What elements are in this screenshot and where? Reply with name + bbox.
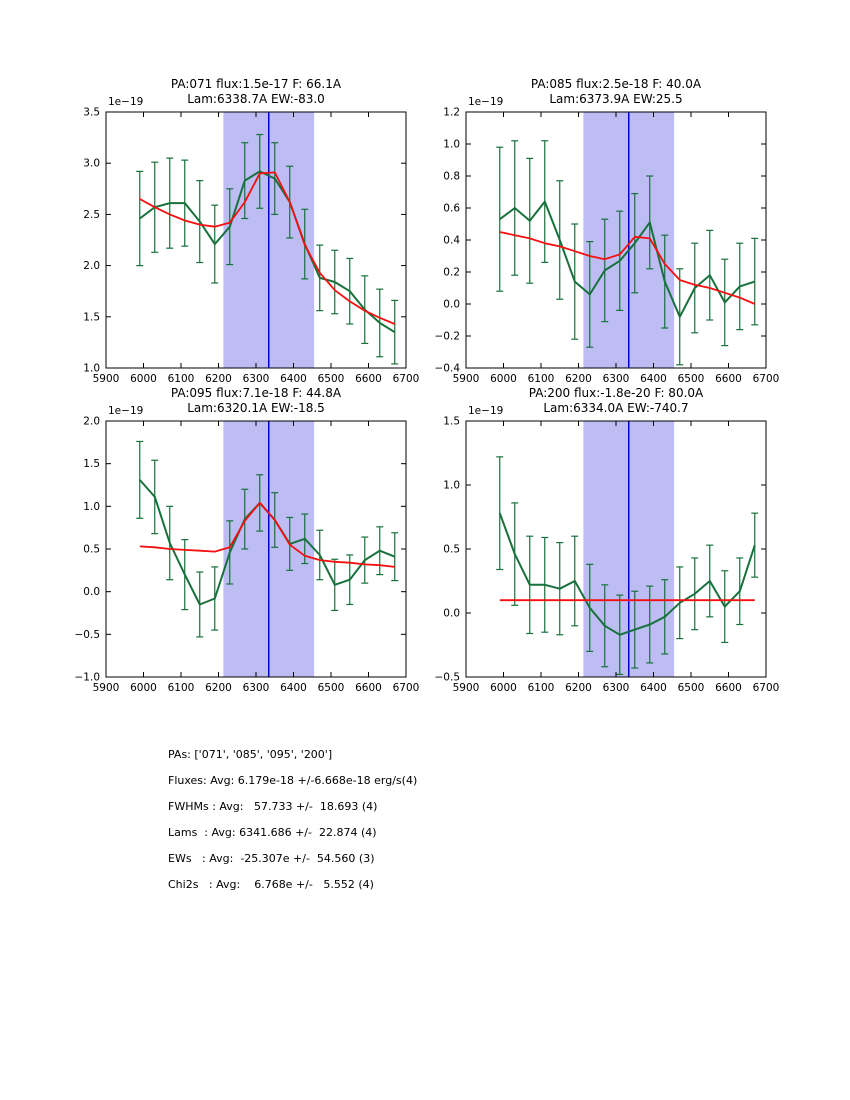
x-tick-label: 6300 xyxy=(602,682,630,694)
x-tick-label: 6700 xyxy=(392,682,420,694)
x-tick-label: 6300 xyxy=(242,682,270,694)
y-axis-offset-label: 1e−19 xyxy=(468,96,504,108)
y-tick-label: 1.0 xyxy=(443,138,460,151)
x-tick-label: 6700 xyxy=(392,373,420,385)
x-tick-label: 6400 xyxy=(280,682,307,694)
x-tick-label: 6700 xyxy=(752,682,780,694)
x-tick-label: 6000 xyxy=(130,373,157,385)
subplot-title: PA:085 flux:2.5e-18 F: 40.0A xyxy=(530,77,702,91)
x-tick-label: 6300 xyxy=(242,373,270,385)
x-tick-label: 6400 xyxy=(640,682,667,694)
y-axis-offset-label: 1e−19 xyxy=(108,96,144,108)
y-tick-label: 0.0 xyxy=(443,298,460,311)
x-tick-label: 6100 xyxy=(167,682,195,694)
x-tick-label: 6600 xyxy=(715,682,742,694)
y-tick-label: −0.5 xyxy=(434,671,460,684)
x-tick-label: 6500 xyxy=(317,373,345,385)
x-tick-label: 6000 xyxy=(490,682,517,694)
y-tick-label: 0.4 xyxy=(443,234,460,247)
x-tick-label: 5900 xyxy=(452,373,480,385)
y-tick-label: 0.0 xyxy=(443,607,460,620)
y-tick-label: −0.4 xyxy=(434,362,460,375)
x-tick-label: 6600 xyxy=(355,373,382,385)
summary-block xyxy=(168,742,417,898)
x-tick-label: 6600 xyxy=(715,373,742,385)
y-tick-label: −1.0 xyxy=(74,671,100,684)
y-tick-label: 1.0 xyxy=(443,479,460,492)
x-tick-label: 6300 xyxy=(602,373,630,385)
y-tick-label: 2.5 xyxy=(83,208,100,221)
x-tick-label: 6400 xyxy=(640,373,667,385)
x-tick-label: 6100 xyxy=(527,373,555,385)
x-tick-label: 6200 xyxy=(205,373,232,385)
x-tick-label: 6200 xyxy=(565,373,592,385)
y-tick-label: 3.5 xyxy=(83,106,100,119)
subplot-pa-095 xyxy=(75,386,420,694)
y-tick-label: 0.8 xyxy=(443,170,460,183)
x-tick-label: 6500 xyxy=(317,682,345,694)
subplot-title: PA:095 flux:7.1e-18 F: 44.8A xyxy=(170,386,342,400)
y-tick-label: 0.2 xyxy=(443,266,460,279)
y-axis-offset-label: 1e−19 xyxy=(468,405,504,417)
subplot-subtitle: Lam:6334.0A EW:-740.7 xyxy=(543,401,689,415)
subplot-subtitle: Lam:6338.7A EW:-83.0 xyxy=(187,92,325,106)
x-tick-label: 5900 xyxy=(92,682,120,694)
y-tick-label: 0.5 xyxy=(83,543,100,556)
x-tick-label: 5900 xyxy=(92,373,120,385)
summary-line-chi2s: Chi2s : Avg: 6.768e +/- 5.552 (4) xyxy=(168,878,374,891)
summary-line-fwhms: FWHMs : Avg: 57.733 +/- 18.693 (4) xyxy=(168,800,378,813)
subplot-subtitle: Lam:6373.9A EW:25.5 xyxy=(549,92,683,106)
x-tick-label: 6400 xyxy=(280,373,307,385)
x-tick-label: 6500 xyxy=(677,373,705,385)
x-tick-label: 6700 xyxy=(752,373,780,385)
y-tick-label: 1.5 xyxy=(83,311,100,324)
x-tick-label: 6600 xyxy=(355,682,382,694)
y-tick-label: 1.5 xyxy=(443,415,460,428)
y-tick-label: 0.5 xyxy=(443,543,460,556)
y-tick-label: 2.0 xyxy=(83,415,100,428)
x-tick-label: 6100 xyxy=(167,373,195,385)
y-tick-label: −0.5 xyxy=(74,628,100,641)
y-tick-label: 2.0 xyxy=(83,260,100,273)
summary-line-lams: Lams : Avg: 6341.686 +/- 22.874 (4) xyxy=(168,826,377,839)
summary-line-ews: EWs : Avg: -25.307e +/- 54.560 (3) xyxy=(168,852,375,865)
y-tick-label: 1.2 xyxy=(443,106,460,119)
subplot-subtitle: Lam:6320.1A EW:-18.5 xyxy=(187,401,325,415)
y-tick-label: −0.2 xyxy=(434,330,460,343)
x-tick-label: 6000 xyxy=(130,682,157,694)
summary-line-pas: PAs: ['071', '085', '095', '200'] xyxy=(168,748,333,761)
x-tick-label: 6200 xyxy=(205,682,232,694)
x-tick-label: 6200 xyxy=(565,682,592,694)
x-tick-label: 5900 xyxy=(452,682,480,694)
y-tick-label: 0.6 xyxy=(443,202,460,215)
y-tick-label: 3.0 xyxy=(83,157,100,170)
subplot-title: PA:200 flux:-1.8e-20 F: 80.0A xyxy=(528,386,704,400)
y-tick-label: 1.0 xyxy=(83,500,100,513)
subplot-title: PA:071 flux:1.5e-17 F: 66.1A xyxy=(170,77,342,91)
x-tick-label: 6100 xyxy=(527,682,555,694)
subplot-pa-200 xyxy=(435,386,780,694)
x-tick-label: 6500 xyxy=(677,682,705,694)
y-tick-label: 1.5 xyxy=(83,458,100,471)
summary-line-fluxes: Fluxes: Avg: 6.179e-18 +/-6.668e-18 erg/s(4) xyxy=(168,774,418,787)
y-tick-label: 0.0 xyxy=(83,586,100,599)
y-axis-offset-label: 1e−19 xyxy=(108,405,144,417)
y-tick-label: 1.0 xyxy=(83,362,100,375)
x-tick-label: 6000 xyxy=(490,373,517,385)
subplot-pa-085 xyxy=(435,77,780,385)
subplot-pa-071 xyxy=(83,77,419,385)
